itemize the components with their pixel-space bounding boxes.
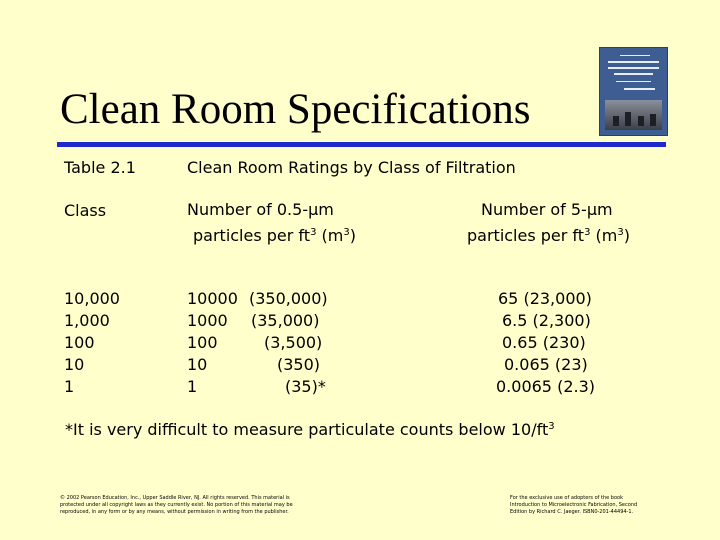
table-cell-05um-m3: (35)*: [285, 377, 326, 396]
table-cell-5um: 65 (23,000): [498, 289, 592, 308]
table-cell-5um: 0.065 (23): [504, 355, 588, 374]
table-cell-class: 100: [64, 333, 95, 352]
footnote: *It is very difficult to measure particulate counts below $10/ft^3$: [65, 420, 555, 439]
copyright-notice: © 2002 Pearson Education, Inc., Upper Saddle River, NJ. All rights reserved. This material is protected under all copyright laws as they currently exist. No portion of this material may be reproduced, in any form or by any means, without permission in writing from the publisher.: [60, 495, 293, 515]
table-cell-class: 10: [64, 355, 85, 374]
book-cover-icon: [599, 47, 668, 136]
title-divider: [57, 142, 666, 147]
table-cell-05um-m3: (350): [277, 355, 321, 374]
table-cell-05um-m3: (35,000): [251, 311, 320, 330]
column-header-05um-line1: Number of 0.5-μm: [187, 200, 334, 219]
table-cell-5um: 6.5 (2,300): [502, 311, 591, 330]
table-cell-05um: 10: [187, 355, 208, 374]
table-cell-05um: 100: [187, 333, 218, 352]
table-cell-05um: 1000: [187, 311, 228, 330]
table-caption: Clean Room Ratings by Class of Filtration: [187, 158, 516, 177]
column-header-5um-line1: Number of 5-μm: [481, 200, 613, 219]
table-cell-class: 1: [64, 377, 75, 396]
table-number: Table 2.1: [64, 158, 136, 177]
slide-title: Clean Room Specifications: [60, 86, 531, 133]
column-header-class: Class: [64, 201, 107, 220]
table-cell-class: 1,000: [64, 311, 110, 330]
table-cell-class: 10,000: [64, 289, 120, 308]
table-cell-05um-m3: (350,000): [249, 289, 328, 308]
table-cell-5um: 0.65 (230): [502, 333, 586, 352]
table-cell-05um: 10000: [187, 289, 238, 308]
table-cell-05um-m3: (3,500): [264, 333, 323, 352]
table-cell-05um: 1: [187, 377, 198, 396]
adopter-notice: For the exclusive use of adopters of the book Introduction to Microelectronic Fabrication, Second Edition by Richard C. Jaeger. ISBN0-201-44494-1.: [510, 495, 638, 515]
column-header-05um-line2: particles per $ft^3$ $(m^3)$: [193, 226, 356, 245]
column-header-5um-line2: particles per $ft^3$ $(m^3)$: [467, 226, 630, 245]
table-cell-5um: 0.0065 (2.3): [496, 377, 595, 396]
